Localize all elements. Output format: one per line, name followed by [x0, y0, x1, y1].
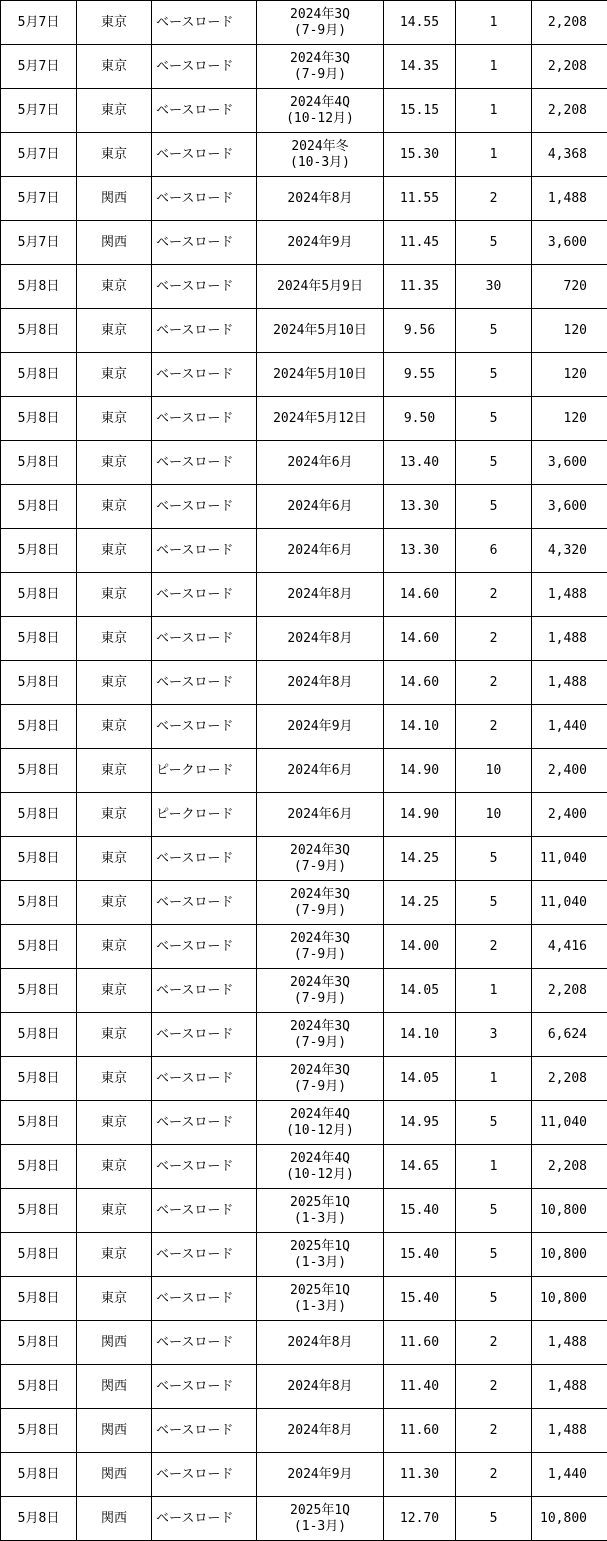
quantity-cell: 2: [456, 1409, 532, 1453]
price-cell: 15.40: [384, 1277, 456, 1321]
price-cell: 11.40: [384, 1365, 456, 1409]
area-cell: 東京: [77, 1277, 152, 1321]
price-cell: 14.05: [384, 969, 456, 1013]
table-row: [1, 1189, 607, 1233]
quantity-cell: 10: [456, 793, 532, 837]
quantity-cell: 5: [456, 1497, 532, 1541]
load-type-cell: ベースロード: [152, 397, 257, 441]
price-cell: 11.35: [384, 265, 456, 309]
trade-date-cell: 5月8日: [1, 1233, 77, 1277]
table-row: [1, 221, 607, 265]
area-cell: 関西: [77, 1321, 152, 1365]
area-cell: 東京: [77, 837, 152, 881]
volume-cell: 4,320: [532, 529, 607, 573]
table-row: [1, 749, 607, 793]
table-row: [1, 441, 607, 485]
area-cell: 関西: [77, 1497, 152, 1541]
trade-date-cell: 5月8日: [1, 617, 77, 661]
volume-cell: 120: [532, 309, 607, 353]
price-cell: 14.60: [384, 617, 456, 661]
volume-cell: 1,488: [532, 177, 607, 221]
trade-date-cell: 5月7日: [1, 133, 77, 177]
price-cell: 14.95: [384, 1101, 456, 1145]
delivery-period-cell: 2024年8月: [257, 177, 384, 221]
volume-cell: 11,040: [532, 881, 607, 925]
volume-cell: 1,488: [532, 1409, 607, 1453]
quantity-cell: 2: [456, 661, 532, 705]
area-cell: 関西: [77, 1365, 152, 1409]
load-type-cell: ベースロード: [152, 1409, 257, 1453]
area-cell: 東京: [77, 793, 152, 837]
volume-cell: 3,600: [532, 441, 607, 485]
load-type-cell: ベースロード: [152, 133, 257, 177]
volume-cell: 120: [532, 353, 607, 397]
trade-date-cell: 5月8日: [1, 265, 77, 309]
quantity-cell: 2: [456, 1321, 532, 1365]
delivery-period-cell: 2025年1Q (1-3月): [257, 1189, 384, 1233]
load-type-cell: ベースロード: [152, 485, 257, 529]
area-cell: 東京: [77, 441, 152, 485]
delivery-period-cell: 2024年8月: [257, 1365, 384, 1409]
area-cell: 東京: [77, 1013, 152, 1057]
volume-cell: 3,600: [532, 485, 607, 529]
price-cell: 9.56: [384, 309, 456, 353]
price-cell: 14.65: [384, 1145, 456, 1189]
load-type-cell: ベースロード: [152, 1277, 257, 1321]
quantity-cell: 5: [456, 397, 532, 441]
load-type-cell: ピークロード: [152, 749, 257, 793]
delivery-period-cell: 2024年3Q (7-9月): [257, 1013, 384, 1057]
delivery-period-cell: 2024年3Q (7-9月): [257, 45, 384, 89]
table-row: [1, 485, 607, 529]
trade-date-cell: 5月7日: [1, 45, 77, 89]
quantity-cell: 5: [456, 353, 532, 397]
price-cell: 15.30: [384, 133, 456, 177]
price-cell: 11.60: [384, 1409, 456, 1453]
volume-cell: 10,800: [532, 1497, 607, 1541]
delivery-period-cell: 2024年3Q (7-9月): [257, 1057, 384, 1101]
area-cell: 東京: [77, 881, 152, 925]
delivery-period-cell: 2024年6月: [257, 793, 384, 837]
trade-date-cell: 5月8日: [1, 309, 77, 353]
delivery-period-cell: 2024年8月: [257, 573, 384, 617]
quantity-cell: 2: [456, 617, 532, 661]
quantity-cell: 2: [456, 177, 532, 221]
delivery-period-cell: 2025年1Q (1-3月): [257, 1277, 384, 1321]
volume-cell: 10,800: [532, 1233, 607, 1277]
load-type-cell: ベースロード: [152, 1101, 257, 1145]
table-row: [1, 397, 607, 441]
load-type-cell: ベースロード: [152, 1057, 257, 1101]
price-cell: 11.45: [384, 221, 456, 265]
delivery-period-cell: 2024年6月: [257, 485, 384, 529]
trade-date-cell: 5月8日: [1, 353, 77, 397]
table-row: [1, 573, 607, 617]
price-cell: 9.50: [384, 397, 456, 441]
price-cell: 11.30: [384, 1453, 456, 1497]
table-row: [1, 705, 607, 749]
load-type-cell: ベースロード: [152, 177, 257, 221]
load-type-cell: ベースロード: [152, 309, 257, 353]
trade-date-cell: 5月7日: [1, 89, 77, 133]
delivery-period-cell: 2024年3Q (7-9月): [257, 881, 384, 925]
quantity-cell: 5: [456, 1189, 532, 1233]
area-cell: 東京: [77, 45, 152, 89]
volume-cell: 10,800: [532, 1189, 607, 1233]
price-cell: 12.70: [384, 1497, 456, 1541]
table-row: [1, 1013, 607, 1057]
area-cell: 東京: [77, 353, 152, 397]
load-type-cell: ベースロード: [152, 45, 257, 89]
trade-date-cell: 5月7日: [1, 221, 77, 265]
price-cell: 14.35: [384, 45, 456, 89]
volume-cell: 4,368: [532, 133, 607, 177]
table-row: [1, 1453, 607, 1497]
table-row: [1, 1101, 607, 1145]
load-type-cell: ベースロード: [152, 1145, 257, 1189]
area-cell: 東京: [77, 925, 152, 969]
volume-cell: 2,208: [532, 1, 607, 45]
area-cell: 東京: [77, 573, 152, 617]
area-cell: 東京: [77, 485, 152, 529]
table-row: [1, 925, 607, 969]
table-row: [1, 617, 607, 661]
delivery-period-cell: 2024年3Q (7-9月): [257, 837, 384, 881]
delivery-period-cell: 2024年4Q (10-12月): [257, 1145, 384, 1189]
area-cell: 東京: [77, 617, 152, 661]
delivery-period-cell: 2024年9月: [257, 1453, 384, 1497]
trade-date-cell: 5月8日: [1, 661, 77, 705]
delivery-period-cell: 2024年4Q (10-12月): [257, 1101, 384, 1145]
table-row: [1, 1057, 607, 1101]
quantity-cell: 5: [456, 309, 532, 353]
quantity-cell: 30: [456, 265, 532, 309]
load-type-cell: ベースロード: [152, 529, 257, 573]
volume-cell: 11,040: [532, 1101, 607, 1145]
quantity-cell: 5: [456, 221, 532, 265]
quantity-cell: 1: [456, 1057, 532, 1101]
delivery-period-cell: 2024年8月: [257, 661, 384, 705]
area-cell: 関西: [77, 1453, 152, 1497]
quantity-cell: 1: [456, 133, 532, 177]
table-row: [1, 529, 607, 573]
trade-date-cell: 5月8日: [1, 1497, 77, 1541]
quantity-cell: 5: [456, 485, 532, 529]
trade-date-cell: 5月8日: [1, 837, 77, 881]
price-cell: 13.30: [384, 485, 456, 529]
delivery-period-cell: 2024年6月: [257, 441, 384, 485]
area-cell: 東京: [77, 1189, 152, 1233]
load-type-cell: ベースロード: [152, 221, 257, 265]
delivery-period-cell: 2024年6月: [257, 749, 384, 793]
table-row: [1, 837, 607, 881]
price-cell: 15.40: [384, 1233, 456, 1277]
load-type-cell: ベースロード: [152, 353, 257, 397]
area-cell: 関西: [77, 1409, 152, 1453]
trade-date-cell: 5月8日: [1, 1189, 77, 1233]
price-cell: 14.10: [384, 705, 456, 749]
table-row: [1, 793, 607, 837]
load-type-cell: ベースロード: [152, 617, 257, 661]
area-cell: 東京: [77, 705, 152, 749]
area-cell: 東京: [77, 1233, 152, 1277]
table-row: [1, 309, 607, 353]
table-row: [1, 1409, 607, 1453]
trade-date-cell: 5月8日: [1, 1453, 77, 1497]
load-type-cell: ベースロード: [152, 925, 257, 969]
quantity-cell: 5: [456, 837, 532, 881]
price-cell: 14.90: [384, 793, 456, 837]
delivery-period-cell: 2025年1Q (1-3月): [257, 1497, 384, 1541]
volume-cell: 120: [532, 397, 607, 441]
quantity-cell: 5: [456, 1101, 532, 1145]
trade-date-cell: 5月8日: [1, 881, 77, 925]
delivery-period-cell: 2024年冬 (10-3月): [257, 133, 384, 177]
price-cell: 14.00: [384, 925, 456, 969]
trade-date-cell: 5月8日: [1, 749, 77, 793]
table-row: [1, 661, 607, 705]
load-type-cell: ベースロード: [152, 1497, 257, 1541]
price-cell: 14.60: [384, 573, 456, 617]
quantity-cell: 1: [456, 89, 532, 133]
price-cell: 14.10: [384, 1013, 456, 1057]
area-cell: 東京: [77, 661, 152, 705]
load-type-cell: ピークロード: [152, 793, 257, 837]
table-row: [1, 1145, 607, 1189]
trade-date-cell: 5月8日: [1, 1321, 77, 1365]
trade-date-cell: 5月8日: [1, 705, 77, 749]
trade-date-cell: 5月8日: [1, 397, 77, 441]
trade-table-body: [1, 1, 607, 1541]
trade-date-cell: 5月7日: [1, 1, 77, 45]
volume-cell: 2,208: [532, 1145, 607, 1189]
delivery-period-cell: 2024年5月10日: [257, 309, 384, 353]
load-type-cell: ベースロード: [152, 661, 257, 705]
table-row: [1, 1365, 607, 1409]
trade-date-cell: 5月8日: [1, 1409, 77, 1453]
trade-date-cell: 5月8日: [1, 485, 77, 529]
trade-date-cell: 5月8日: [1, 1145, 77, 1189]
area-cell: 東京: [77, 749, 152, 793]
delivery-period-cell: 2024年5月10日: [257, 353, 384, 397]
load-type-cell: ベースロード: [152, 837, 257, 881]
volume-cell: 11,040: [532, 837, 607, 881]
quantity-cell: 5: [456, 441, 532, 485]
load-type-cell: ベースロード: [152, 1013, 257, 1057]
area-cell: 東京: [77, 1101, 152, 1145]
area-cell: 関西: [77, 221, 152, 265]
delivery-period-cell: 2024年6月: [257, 529, 384, 573]
table-row: [1, 1321, 607, 1365]
load-type-cell: ベースロード: [152, 881, 257, 925]
trade-date-cell: 5月8日: [1, 1277, 77, 1321]
quantity-cell: 5: [456, 1233, 532, 1277]
table-row: [1, 1, 607, 45]
table-row: [1, 89, 607, 133]
volume-cell: 1,488: [532, 1365, 607, 1409]
table-row: [1, 1233, 607, 1277]
delivery-period-cell: 2024年9月: [257, 221, 384, 265]
trade-date-cell: 5月8日: [1, 793, 77, 837]
trade-date-cell: 5月8日: [1, 441, 77, 485]
load-type-cell: ベースロード: [152, 89, 257, 133]
trade-date-cell: 5月8日: [1, 1101, 77, 1145]
volume-cell: 2,208: [532, 969, 607, 1013]
load-type-cell: ベースロード: [152, 1321, 257, 1365]
quantity-cell: 2: [456, 925, 532, 969]
table-row: [1, 45, 607, 89]
trade-date-cell: 5月8日: [1, 969, 77, 1013]
area-cell: 東京: [77, 133, 152, 177]
price-cell: 14.90: [384, 749, 456, 793]
volume-cell: 1,488: [532, 661, 607, 705]
price-cell: 14.25: [384, 837, 456, 881]
quantity-cell: 10: [456, 749, 532, 793]
area-cell: 東京: [77, 397, 152, 441]
trade-date-cell: 5月7日: [1, 177, 77, 221]
load-type-cell: ベースロード: [152, 1189, 257, 1233]
table-row: [1, 265, 607, 309]
quantity-cell: 5: [456, 1277, 532, 1321]
quantity-cell: 1: [456, 1, 532, 45]
load-type-cell: ベースロード: [152, 265, 257, 309]
trade-date-cell: 5月8日: [1, 529, 77, 573]
delivery-period-cell: 2024年3Q (7-9月): [257, 925, 384, 969]
quantity-cell: 1: [456, 969, 532, 1013]
quantity-cell: 2: [456, 1365, 532, 1409]
table-row: [1, 177, 607, 221]
delivery-period-cell: 2024年3Q (7-9月): [257, 1, 384, 45]
price-cell: 9.55: [384, 353, 456, 397]
volume-cell: 2,208: [532, 45, 607, 89]
trade-date-cell: 5月8日: [1, 1057, 77, 1101]
area-cell: 東京: [77, 1057, 152, 1101]
volume-cell: 1,440: [532, 705, 607, 749]
quantity-cell: 2: [456, 1453, 532, 1497]
table-row: [1, 881, 607, 925]
load-type-cell: ベースロード: [152, 1365, 257, 1409]
trade-date-cell: 5月8日: [1, 1013, 77, 1057]
price-cell: 14.05: [384, 1057, 456, 1101]
volume-cell: 2,400: [532, 749, 607, 793]
area-cell: 東京: [77, 309, 152, 353]
load-type-cell: ベースロード: [152, 705, 257, 749]
volume-cell: 3,600: [532, 221, 607, 265]
quantity-cell: 2: [456, 705, 532, 749]
quantity-cell: 2: [456, 573, 532, 617]
volume-cell: 1,488: [532, 1321, 607, 1365]
table-row: [1, 133, 607, 177]
delivery-period-cell: 2024年4Q (10-12月): [257, 89, 384, 133]
price-cell: 14.60: [384, 661, 456, 705]
delivery-period-cell: 2025年1Q (1-3月): [257, 1233, 384, 1277]
area-cell: 東京: [77, 529, 152, 573]
area-cell: 東京: [77, 1145, 152, 1189]
delivery-period-cell: 2024年8月: [257, 1321, 384, 1365]
volume-cell: 4,416: [532, 925, 607, 969]
table-row: [1, 1497, 607, 1541]
delivery-period-cell: 2024年5月9日: [257, 265, 384, 309]
volume-cell: 1,440: [532, 1453, 607, 1497]
quantity-cell: 6: [456, 529, 532, 573]
load-type-cell: ベースロード: [152, 1233, 257, 1277]
table-row: [1, 1277, 607, 1321]
volume-cell: 720: [532, 265, 607, 309]
quantity-cell: 1: [456, 1145, 532, 1189]
volume-cell: 2,400: [532, 793, 607, 837]
load-type-cell: ベースロード: [152, 969, 257, 1013]
area-cell: 東京: [77, 1, 152, 45]
volume-cell: 1,488: [532, 617, 607, 661]
delivery-period-cell: 2024年9月: [257, 705, 384, 749]
price-cell: 13.30: [384, 529, 456, 573]
volume-cell: 2,208: [532, 89, 607, 133]
volume-cell: 1,488: [532, 573, 607, 617]
table-row: [1, 969, 607, 1013]
volume-cell: 6,624: [532, 1013, 607, 1057]
load-type-cell: ベースロード: [152, 573, 257, 617]
area-cell: 東京: [77, 89, 152, 133]
area-cell: 東京: [77, 265, 152, 309]
price-cell: 14.55: [384, 1, 456, 45]
load-type-cell: ベースロード: [152, 1, 257, 45]
price-cell: 15.40: [384, 1189, 456, 1233]
load-type-cell: ベースロード: [152, 441, 257, 485]
table-row: [1, 353, 607, 397]
price-cell: 11.55: [384, 177, 456, 221]
delivery-period-cell: 2024年3Q (7-9月): [257, 969, 384, 1013]
volume-cell: 10,800: [532, 1277, 607, 1321]
delivery-period-cell: 2024年8月: [257, 617, 384, 661]
price-cell: 13.40: [384, 441, 456, 485]
area-cell: 東京: [77, 969, 152, 1013]
volume-cell: 2,208: [532, 1057, 607, 1101]
delivery-period-cell: 2024年8月: [257, 1409, 384, 1453]
price-cell: 14.25: [384, 881, 456, 925]
trade-date-cell: 5月8日: [1, 925, 77, 969]
trade-date-cell: 5月8日: [1, 1365, 77, 1409]
price-cell: 15.15: [384, 89, 456, 133]
trade-date-cell: 5月8日: [1, 573, 77, 617]
load-type-cell: ベースロード: [152, 1453, 257, 1497]
delivery-period-cell: 2024年5月12日: [257, 397, 384, 441]
price-cell: 11.60: [384, 1321, 456, 1365]
quantity-cell: 1: [456, 45, 532, 89]
area-cell: 関西: [77, 177, 152, 221]
quantity-cell: 5: [456, 881, 532, 925]
quantity-cell: 3: [456, 1013, 532, 1057]
